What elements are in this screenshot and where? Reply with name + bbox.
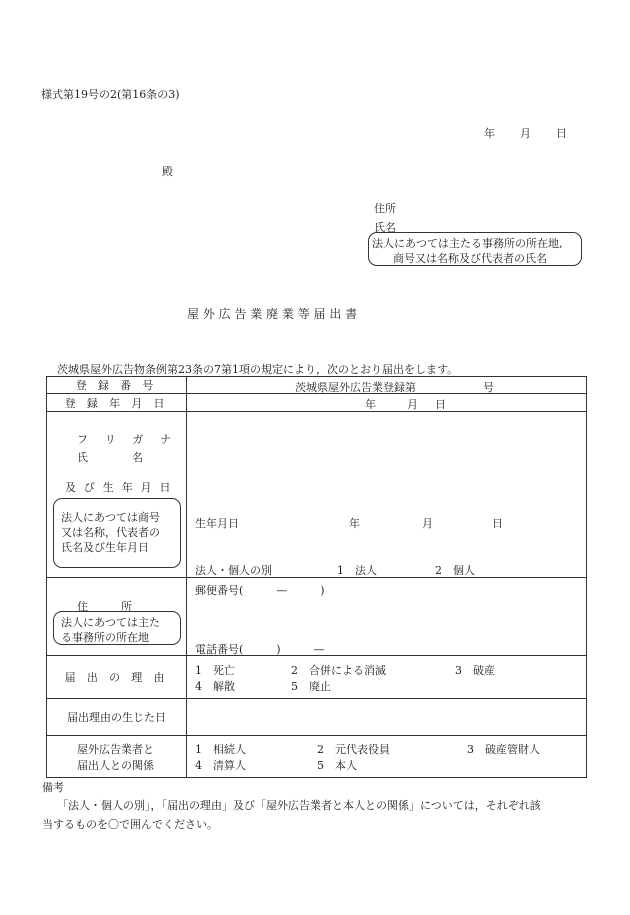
notification-table [46,376,587,778]
reason-option-closure[interactable]: 5 廃止 [291,680,331,693]
reason-option-death[interactable]: 1 死亡 [195,664,235,677]
name-note-1: 法人にあつては商号 [61,511,160,524]
row-name-birth [47,412,587,578]
name-note-3: 氏名及び生年月日 [61,541,149,554]
document-title: 屋 外 広 告 業 廃 業 等 届 出 書 [187,307,358,321]
birth-date-label: 生年月日 [195,517,239,530]
entity-type-individual[interactable]: 2 個人 [435,564,475,577]
reg-date-month: 月 [407,398,418,411]
reg-date-label: 登 録 年 月 日 [64,396,169,410]
row-registration-date [47,394,587,412]
notes-line-1: 「法人・個人の別」，「届出の理由」及び「屋外広告業者と本人との関係」については，それぞれ該 [57,799,541,812]
reg-date-year: 年 [365,398,376,411]
reg-number-text: 茨城県屋外広告業登録第 [295,381,416,394]
reason-option-bankruptcy[interactable]: 3 破産 [455,664,495,677]
applicant-address-label: 住所 [374,202,396,215]
reason-date-field[interactable] [187,699,587,736]
birth-day: 日 [492,517,503,530]
relation-option-liquidator[interactable]: 4 清算人 [195,759,246,772]
notes-line-2: 当するものを〇で囲んでください。 [42,818,218,831]
row-relation [47,736,587,778]
address-note-2: る事務所の所在地 [61,631,149,644]
relation-option-former-officer[interactable]: 2 元代表役員 [317,743,390,756]
relation-option-trustee[interactable]: 3 破産管財人 [467,743,540,756]
relation-label-2: 届出人との関係 [77,759,154,772]
address-note-1: 法人にあつては主た [61,616,160,629]
birth-month: 月 [422,517,433,530]
applicant-corp-note-2: 商号又は名称及び代表者の氏名 [393,252,547,265]
applicant-name-label: 氏名 [374,221,396,234]
name-label: 氏 名 [77,451,143,464]
date-month: 月 [520,127,531,140]
birth-label: 及 び 生 年 月 日 [65,481,173,494]
relation-option-heir[interactable]: 1 相続人 [195,743,246,756]
entity-type-label: 法人・個人の別 [195,564,272,577]
entity-type-corporation[interactable]: 1 法人 [337,564,377,577]
form-number: 様式第19号の2(第16条の3) [41,88,180,101]
applicant-corp-note-1: 法人にあつては主たる事務所の所在地, [372,237,563,250]
relation-option-self[interactable]: 5 本人 [317,759,357,772]
reason-option-dissolution[interactable]: 4 解散 [195,680,235,693]
reason-option-merger[interactable]: 2 合併による消滅 [291,664,386,677]
date-year: 年 [484,127,495,140]
birth-year: 年 [349,517,360,530]
reg-number-label: 登 録 番 号 [75,379,158,392]
address-label: 住 所 [77,600,132,613]
name-note-2: 又は名称，代表者の [61,526,160,539]
intro-text: 茨城県屋外広告物条例第23条の7第1項の規定により，次のとおり届出をします。 [57,363,459,376]
reg-date-day: 日 [435,398,446,411]
reason-date-label: 届出理由の生じた日 [67,711,166,724]
furigana-label: フ リ ガ ナ [77,433,178,446]
date-day: 日 [556,127,567,140]
addressee-suffix: 殿 [162,165,173,178]
postal-code-field[interactable]: 郵便番号( — ) [195,584,325,597]
row-address [47,578,587,656]
reason-label: 届 出 の 理 由 [64,671,169,684]
phone-number-field[interactable]: 電話番号( ) — [195,643,325,656]
notes-heading: 備考 [42,781,64,794]
row-reason-date [47,699,587,736]
relation-label-1: 屋外広告業者と [77,743,154,756]
reg-number-suffix: 号 [483,381,494,394]
row-registration-number [47,377,587,394]
row-reason [47,656,587,699]
